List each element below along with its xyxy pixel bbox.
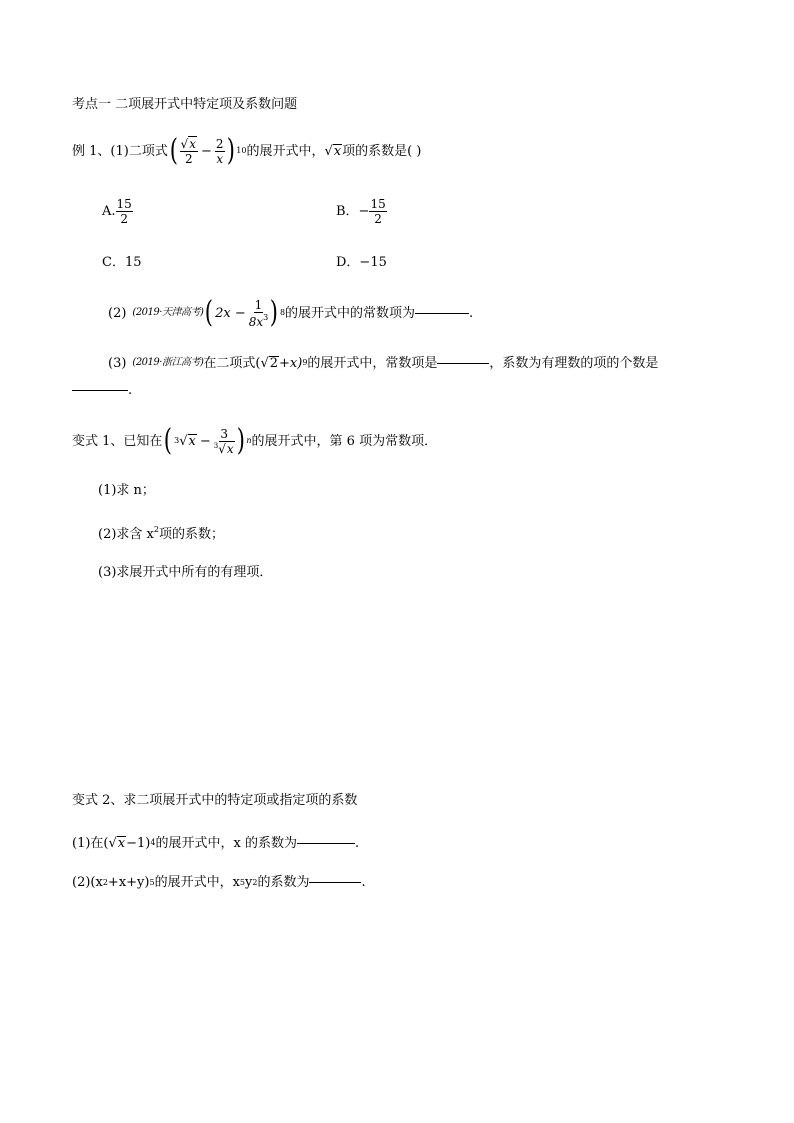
- example-1-part-2: (2) (2019·天津高考) ( 2x − $\frac{1}{8x^3}$ ) 8 的展开式中的常数项为 .: [108, 295, 474, 330]
- variant-1-q2: (2)求含 $x^2$项的系数；: [98, 525, 224, 542]
- fraction-3-over-cbrt-x: $\frac{3}{^3√x}$: [213, 426, 234, 456]
- source-tag: (2019·浙江高考): [132, 357, 204, 368]
- variant-1-line: 变式 1、已知在 ( 3 √ x − $\frac{3}{^3√x}$ ) n 的展开式中，第 6 项为常数项．: [72, 423, 438, 458]
- variant-2-q1: (1)在( √ x −1) 4 的展开式中，x 的系数为 .: [72, 835, 360, 851]
- answer-blank[interactable]: [309, 882, 361, 883]
- variant-1-q1: (1)求 n；: [98, 483, 155, 498]
- fraction-1-over-8x3: $\frac{1}{8x^3}$: [248, 297, 269, 329]
- option-b: B．− $\frac{15}{2}$: [336, 197, 386, 226]
- example-1-line: 例 1、(1)二项式 ( $\frac{√x}{2}$ − $\frac{2}{x}$ ) 10 的展开式中， √ x 项的系数是( ): [72, 133, 422, 168]
- answer-blank[interactable]: [415, 313, 469, 314]
- option-c: C．15: [102, 255, 142, 270]
- example-1-part-3: (3) (2019·浙江高考) 在二项式( √ 2 +x) 9 的展开式中，常数项是 ，系数为有理数的项的个数是: [108, 355, 659, 371]
- example-1-part-3-cont: .: [72, 384, 132, 397]
- sqrt-x: x: [333, 144, 342, 159]
- answer-blank[interactable]: [72, 390, 128, 391]
- fraction-2-over-x: $\frac{2}{x}$: [215, 136, 224, 166]
- variant-2-title: 变式 2、求二项展开式中的特定项或指定项的系数: [72, 793, 358, 808]
- example-1-label: 例 1、(1)二项式: [72, 143, 168, 159]
- section-title: 考点一 二项展开式中特定项及系数问题: [72, 97, 298, 112]
- source-tag: (2019·天津高考): [132, 307, 204, 318]
- exponent: 10: [236, 146, 247, 155]
- option-a: A. $\frac{15}{2}$: [102, 197, 132, 226]
- answer-blank[interactable]: [297, 843, 355, 844]
- variant-2-q2: (2)(x 2 +x+y) 5 的展开式中，x 5 y 2 的系数为 .: [72, 875, 366, 890]
- answer-blank[interactable]: [437, 363, 489, 364]
- variant-1-q3: (3)求展开式中所有的有理项．: [98, 565, 273, 580]
- fraction-sqrt-x-over-2: $\frac{√x}{2}$: [180, 136, 196, 166]
- option-d: D．−15: [336, 255, 387, 270]
